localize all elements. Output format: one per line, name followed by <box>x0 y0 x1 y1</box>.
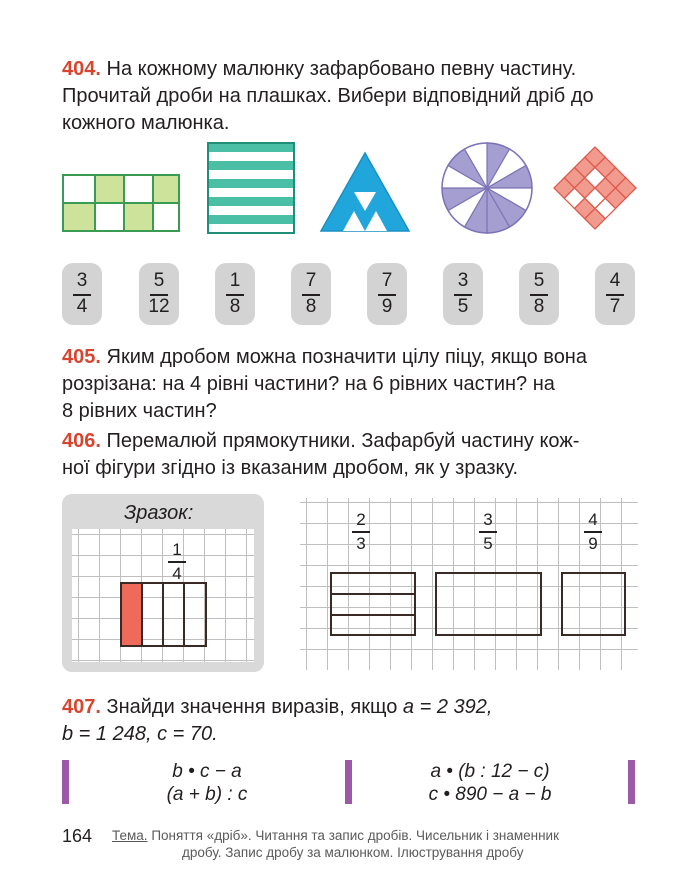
task-406-line-2: ної фігури згідно із вказаним дробом, як у зразку. <box>62 457 519 479</box>
rectangle-1 <box>330 572 416 636</box>
expression: (a + b) : c <box>166 784 248 805</box>
denominator: 7 <box>609 296 621 317</box>
task-404-number: 404. <box>62 58 101 80</box>
green-grid-picture <box>63 175 179 231</box>
grid-fraction-3 <box>584 511 602 553</box>
numerator: 1 <box>172 540 182 559</box>
numerator: 4 <box>609 270 621 291</box>
page-number: 164 <box>62 826 93 846</box>
left-bar <box>62 760 69 804</box>
task-405-line-2: розрізана: на 4 рівні частини? на 6 рівних частин? на <box>62 373 555 395</box>
rectangle-3 <box>561 572 626 636</box>
sample-grid <box>72 529 254 662</box>
denominator: 9 <box>588 534 598 553</box>
task-407-number: 407. <box>62 696 101 718</box>
sample-label: Зразок: <box>124 502 194 524</box>
rectangle-2 <box>435 572 542 636</box>
denominator: 5 <box>483 534 493 553</box>
fraction-tile[interactable] <box>139 263 179 325</box>
expression: b • c − a <box>172 761 242 782</box>
denominator: 5 <box>457 296 469 317</box>
denominator: 8 <box>229 296 241 317</box>
grid-fraction-1 <box>352 511 370 553</box>
sample-panel <box>62 494 264 672</box>
denominator: 4 <box>172 564 182 583</box>
task-407-value-a: a = 2 392, <box>402 696 493 718</box>
task-404-line-2: Прочитай дроби на плашках. Вибери відповідний дріб до <box>62 85 594 107</box>
numerator: 7 <box>305 270 317 291</box>
numerator: 3 <box>483 510 493 529</box>
expression: c • 890 − a − b <box>428 784 552 805</box>
numerator: 4 <box>588 510 598 529</box>
numerator: 5 <box>153 270 165 291</box>
task-407-text <box>62 694 662 748</box>
numerator: 1 <box>229 270 241 291</box>
denominator: 9 <box>381 296 393 317</box>
footer-line-2: дробу. Запис дробу за малюнком. Ілюстрування дробу <box>182 845 524 860</box>
task-404-line-1: На кожному малюнку зафарбовано певну частину. <box>106 58 577 80</box>
task-405-line-3: 8 рівних частин? <box>62 400 217 422</box>
exercise-grid <box>300 498 638 670</box>
denominator: 12 <box>148 296 170 317</box>
fraction-tile[interactable] <box>215 263 255 325</box>
fraction-tile[interactable] <box>367 263 407 325</box>
expressions-right <box>355 760 625 806</box>
topic-label: Тема. <box>112 828 148 843</box>
denominator: 3 <box>356 534 366 553</box>
fraction-tile[interactable] <box>443 263 483 325</box>
expression: a • (b : 12 − c) <box>430 761 550 782</box>
task-407-line-2: b = 1 248, c = 70. <box>62 723 218 745</box>
fraction-tile[interactable] <box>291 263 331 325</box>
triangle-picture <box>321 153 409 231</box>
circle-picture <box>442 143 532 233</box>
task-405-line-1: Яким дробом можна позначити цілу піцу, якщо вона <box>106 346 587 368</box>
task-406-line-1: Перемалюй прямокутники. Зафарбуй частину кож- <box>106 430 580 452</box>
numerator: 5 <box>533 270 545 291</box>
middle-bar <box>345 760 352 804</box>
task-407-line-1: Знайди значення виразів, якщо <box>106 696 398 718</box>
numerator: 7 <box>381 270 393 291</box>
task-406-number: 406. <box>62 430 101 452</box>
fraction-pictures <box>55 135 645 240</box>
task-404-line-3: кожного малюнка. <box>62 112 230 134</box>
footer-topic <box>112 827 672 861</box>
numerator: 3 <box>457 270 469 291</box>
task-406-text <box>62 428 662 482</box>
denominator: 8 <box>533 296 545 317</box>
teal-stripes-picture <box>208 143 294 233</box>
grid-fraction-2 <box>479 511 497 553</box>
sample-fraction <box>168 541 186 583</box>
diamond-picture <box>554 147 636 229</box>
fraction-tile[interactable] <box>595 263 635 325</box>
fraction-tile[interactable] <box>62 263 102 325</box>
right-bar <box>628 760 635 804</box>
expressions-left <box>72 760 342 806</box>
denominator: 8 <box>305 296 317 317</box>
fraction-tile[interactable] <box>519 263 559 325</box>
task-405-text <box>62 344 662 425</box>
numerator: 3 <box>76 270 88 291</box>
task-405-number: 405. <box>62 346 101 368</box>
footer-line-1: Поняття «дріб». Читання та запис дробів. Чисельник і знаменник <box>151 828 560 843</box>
task-404-text <box>62 56 662 137</box>
denominator: 4 <box>76 296 88 317</box>
numerator: 2 <box>356 510 366 529</box>
